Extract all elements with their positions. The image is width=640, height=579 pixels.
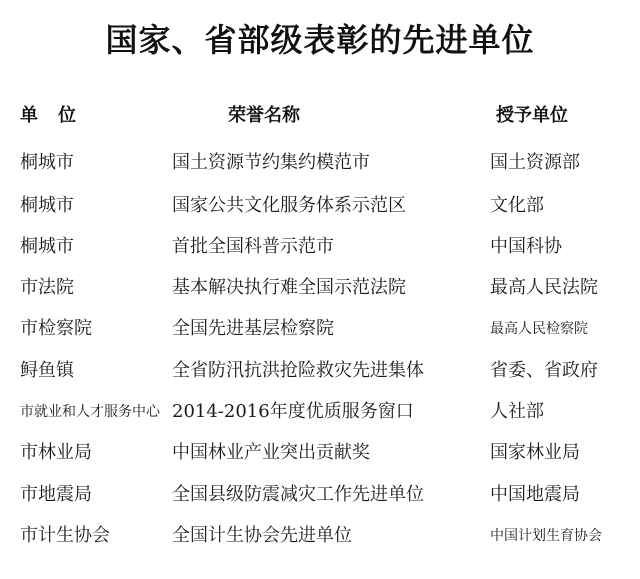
row-awarder: 省委、省政府: [490, 360, 598, 381]
row-awarder: 人社部: [490, 401, 544, 422]
row-honor: 2014-2016年度优质服务窗口: [172, 401, 414, 422]
header-awarder: 授予单位: [496, 105, 568, 126]
row-unit: 市林业局: [20, 442, 92, 463]
table-row: [0, 478, 640, 512]
row-unit: 桐城市: [20, 152, 74, 173]
row-unit: 桐城市: [20, 236, 74, 257]
row-awarder: 国土资源部: [490, 152, 580, 173]
row-unit: 市法院: [20, 277, 74, 298]
header-unit: 单位: [20, 105, 96, 126]
table-row: [0, 230, 640, 264]
header-honor: 荣誉名称: [228, 105, 300, 126]
row-awarder: 中国计划生育协会: [490, 528, 602, 544]
row-awarder: 最高人民检察院: [490, 321, 588, 337]
row-awarder: 中国科协: [490, 236, 562, 257]
table-row: [0, 436, 640, 470]
row-honor: 基本解决执行难全国示范法院: [172, 277, 406, 298]
row-awarder: 国家林业局: [490, 442, 580, 463]
table-header: [0, 99, 640, 133]
table-row: [0, 354, 640, 388]
row-unit: 市检察院: [20, 318, 92, 339]
row-honor: 全国计生协会先进单位: [172, 525, 352, 546]
table-row: [0, 312, 640, 346]
row-unit: 市计生协会: [20, 525, 110, 546]
row-awarder: 文化部: [490, 195, 544, 216]
row-honor: 中国林业产业突出贡献奖: [172, 442, 370, 463]
table-row: [0, 271, 640, 305]
row-honor: 全国先进基层检察院: [172, 318, 334, 339]
row-honor: 全省防汛抗洪抢险救灾先进集体: [172, 360, 424, 381]
row-honor: 首批全国科普示范市: [172, 236, 334, 257]
table-row: [0, 189, 640, 223]
row-unit: 市就业和人才服务中心: [20, 404, 160, 420]
row-unit: 鲟鱼镇: [20, 360, 74, 381]
page-title: 国家、省部级表彰的先进单位: [105, 21, 535, 59]
table-row: [0, 146, 640, 180]
row-awarder: 中国地震局: [490, 484, 580, 505]
row-honor: 国土资源节约集约模范市: [172, 152, 370, 173]
table-row: [0, 395, 640, 429]
row-unit: 桐城市: [20, 195, 74, 216]
table-row: [0, 519, 640, 553]
row-awarder: 最高人民法院: [490, 277, 598, 298]
row-honor: 国家公共文化服务体系示范区: [172, 195, 406, 216]
row-unit: 市地震局: [20, 484, 92, 505]
row-honor: 全国县级防震减灾工作先进单位: [172, 484, 424, 505]
